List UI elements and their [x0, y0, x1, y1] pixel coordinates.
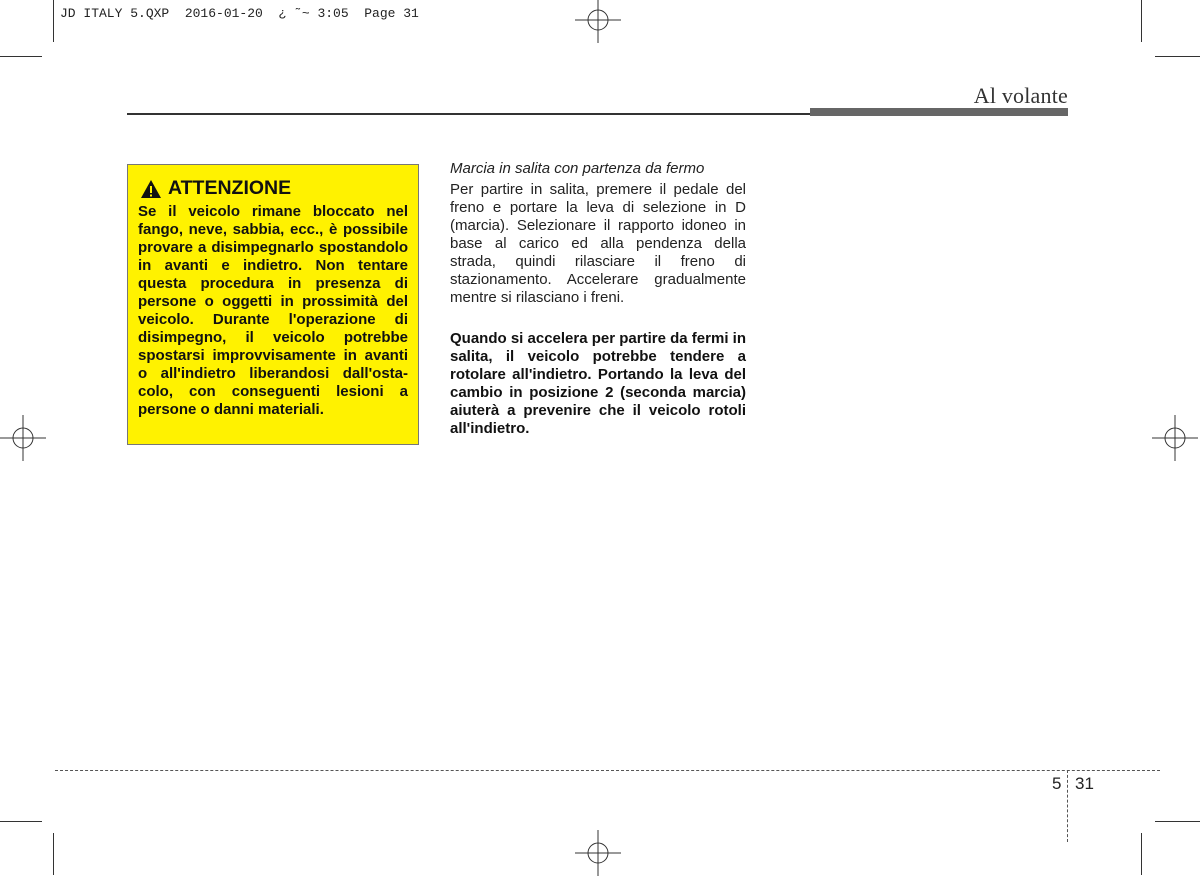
- warning-triangle-icon: [140, 179, 162, 199]
- registration-mark-icon: [575, 0, 621, 43]
- header-rule-accent: [810, 108, 1068, 116]
- crop-mark: [1141, 833, 1142, 875]
- body-paragraph: Per partire in salita, premere il pedale del freno e portare la leva di selezione in D (marcia). Selezionare il rapporto idoneo in base al carico ed alla pendenza della strada, quindi rilasciare il freno di stazionamento. Accelerare gradualmente mentre si rilasciano i freni.: [450, 181, 746, 306]
- warning-text: Se il veicolo rimane bloccato nel fango, neve, sabbia, ecc., è possibile provare a disimpegnarlo spostandolo in avanti e indietro. Non tentare questa procedura in presenza di persone o oggetti in prossimità del veicolo. Durante l'operazione di disimpegno, il veicolo potrebbe spostarsi improvvisamente in avanti o all'indietro liberandosi dall'osta-colo, con conseguenti lesioni a persone o danni materiali.: [138, 203, 408, 418]
- crop-mark: [53, 833, 54, 875]
- footer-rule: [55, 770, 1160, 771]
- warning-header: [140, 177, 408, 200]
- crop-mark: [0, 56, 42, 57]
- emphasis-paragraph: Quando si accelera per partire da fermi in salita, il veicolo potrebbe tendere a rotolare all'indietro. Portando la leva del cambio in posizione 2 (seconda marcia) aiuterà a prevenire che il veicolo rotoli all'indietro.: [450, 330, 746, 437]
- crop-mark: [1155, 821, 1200, 822]
- warning-box: [127, 164, 419, 445]
- page-number: 31: [1075, 774, 1094, 793]
- subsection-heading: Marcia in salita con partenza da fermo: [450, 160, 705, 177]
- print-slug: JD ITALY 5.QXP 2016-01-20 ¿ ˜~ 3:05 Page 31: [60, 6, 419, 21]
- content-column: [450, 160, 746, 438]
- footer-divider: [1067, 770, 1068, 842]
- crop-mark: [0, 821, 42, 822]
- registration-mark-icon: [0, 415, 46, 461]
- crop-mark: [1141, 0, 1142, 42]
- section-title: Al volante: [973, 83, 1068, 108]
- header-rule: [127, 113, 810, 115]
- registration-mark-icon: [1152, 415, 1198, 461]
- crop-mark: [1155, 56, 1200, 57]
- chapter-number: 5: [1052, 774, 1062, 793]
- registration-mark-icon: [575, 830, 621, 876]
- warning-title: ATTENZIONE: [168, 177, 292, 199]
- crop-mark: [53, 0, 54, 42]
